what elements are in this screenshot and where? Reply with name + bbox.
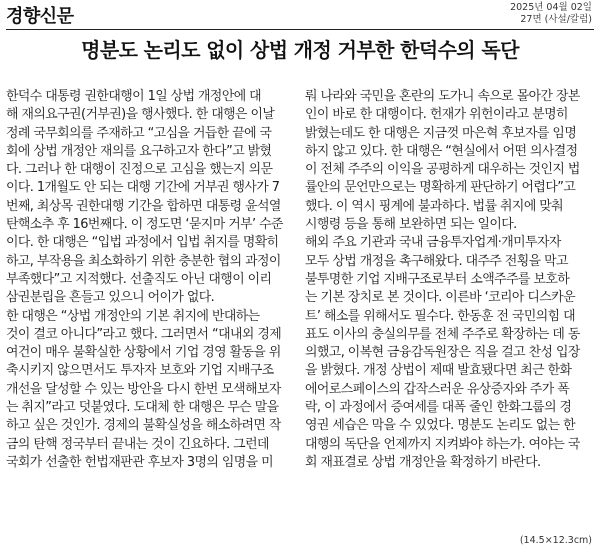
article-size-note: (14.5×12.3cm)	[519, 535, 592, 546]
publication-date: 2025년 04월 02일	[510, 2, 592, 13]
body-text-line: 대행의 독단을 언제까지 지켜봐야 하는가. 여야는 국	[305, 436, 580, 452]
body-text-line: 금의 탄핵 정국부터 끝내는 것이 긴요하다. 그런데	[6, 436, 269, 452]
body-text-line: 하지 않고 있다. 한 대행은 “현실에서 어떤 의사결정	[305, 143, 578, 159]
editorial-headline: 명분도 논리도 없이 상법 개정 거부한 한덕수의 독단	[81, 38, 519, 62]
body-text-line: 이다. 1개월도 안 되는 대행 기간에 거부권 행사가 7	[6, 180, 280, 196]
body-text-line: 해외 주요 기관과 국내 금융투자업계·개미투자자	[305, 235, 561, 251]
body-text-line: 는 기본 장치로 본 것이다. 이른바 ‘코리아 디스카운	[305, 290, 575, 306]
body-text-line: 회 재표결로 상법 개정안을 확정하기 바란다.	[305, 454, 541, 470]
publication-meta	[510, 2, 592, 26]
body-text-line: 했다. 이 역시 핑계에 불과하다. 법률 취지에 맞춰	[305, 198, 564, 214]
body-text-line: 다. 그러나 한 대행이 진정으로 고심을 했는지 의문	[6, 162, 273, 178]
left-column	[6, 88, 295, 528]
body-text-line: 회에 상법 개정안 재의를 요구하고자 한다”고 밝혔	[6, 143, 272, 159]
body-text-line: 국회가 선출한 헌법재판관 후보자 3명의 임명을 미	[6, 454, 273, 470]
body-text-line: 표도 이사의 충실의무를 전체 주주로 확장하는 데 동	[305, 326, 580, 342]
body-text-line: 률안의 문언만으로는 명확하게 판단하기 어렵다”고	[305, 180, 576, 196]
body-text-line: 해 재의요구권(거부권)을 행사했다. 한 대행은 이날	[6, 107, 275, 123]
body-text-line: 의했고, 이복현 금융감독원장은 직을 걸고 찬성 입장	[305, 345, 580, 361]
page-section: 27면 (사설/칼럼)	[520, 14, 592, 25]
body-text-line: 이다. 한 대행은 “입법 과정에서 입법 취지를 명확히	[6, 235, 279, 251]
body-text-line: 한덕수 대통령 권한대행이 1일 상법 개정안에 대	[6, 89, 262, 104]
body-text-line: 락, 이 과정에서 증여세를 대폭 줄인 한화그룹의 경	[305, 400, 572, 416]
body-text-line: 을 밝혔다. 개정 상법이 제때 발효됐다면 최근 한화	[305, 363, 572, 379]
body-text-line: 밝혔는데도 한 대행은 지금껏 마은혁 후보자를 임명	[305, 125, 577, 141]
body-text-line: 불투명한 기업 지배구조로부터 소액주주를 보호하	[305, 271, 570, 287]
body-text-line: 삼권분립을 흔들고 있으니 어이가 없다.	[6, 290, 215, 306]
newspaper-masthead: 경향신문	[6, 6, 74, 27]
body-text-line: 탄핵소추 후 16번째다. 이 정도면 ‘묻지마 거부’ 수준	[6, 217, 283, 233]
body-text-line: 번째, 최상목 권한대행 기간을 합하면 대통령 윤석열	[6, 198, 281, 214]
body-text-line: 뤄 나라와 국민을 혼란의 도가니 속으로 몰아간 장본	[305, 89, 580, 104]
body-text-line: 한 대행은 “상법 개정안의 기본 취지에 반대하는	[6, 308, 260, 324]
body-text-line: 시행령 등을 통해 보완하면 되는 일이다.	[305, 217, 517, 233]
body-text-line: 하고 싶은 것인가. 경제의 불확실성을 해소하려면 작	[6, 418, 281, 434]
body-text-line: 이 전체 주주의 이익을 공평하게 대우하는 것인지 법	[305, 162, 580, 178]
header-divider	[6, 29, 594, 30]
body-text-line: 여건이 매우 불확실한 상황에서 기업 경영 활동을 위	[6, 345, 281, 361]
body-text-line: 는 취지”라고 덧붙였다. 도대체 한 대행은 무슨 말을	[6, 400, 279, 416]
body-text-line: 트’ 해소를 위해서도 필수다. 한동훈 전 국민의힘 대	[305, 308, 575, 324]
body-text-line: 부족했다”고 지적했다. 선출직도 아닌 대행이 이리	[6, 271, 272, 287]
body-text-line: 개선을 달성할 수 있는 방안을 다시 한번 모색해보자	[6, 381, 281, 397]
body-text-line: 모두 상법 개정을 촉구해왔다. 대주주 전횡을 막고	[305, 253, 568, 269]
body-text-line: 정례 국무회의를 주재하고 “고심을 거듭한 끝에 국	[6, 125, 272, 141]
body-text-line: 인이 바로 한 대행이다. 헌재가 위헌이라고 분명히	[305, 107, 568, 123]
body-text-line: 에어로스페이스의 갑작스러운 유상증자와 주가 폭	[305, 381, 570, 397]
body-text-line: 하고, 부작용을 최소화하기 위한 충분한 협의 과정이	[6, 253, 281, 269]
body-text-line: 것이 결코 아니다”라고 했다. 그러면서 “대내외 경제	[6, 326, 282, 342]
article-body	[6, 88, 594, 528]
right-column	[305, 88, 594, 528]
body-text-line: 축시키지 않으면서도 투자자 보호와 기업 지배구조	[6, 363, 274, 379]
body-text-line: 영권 세습은 막을 수 있었다. 명분도 논리도 없는 한	[305, 418, 575, 434]
